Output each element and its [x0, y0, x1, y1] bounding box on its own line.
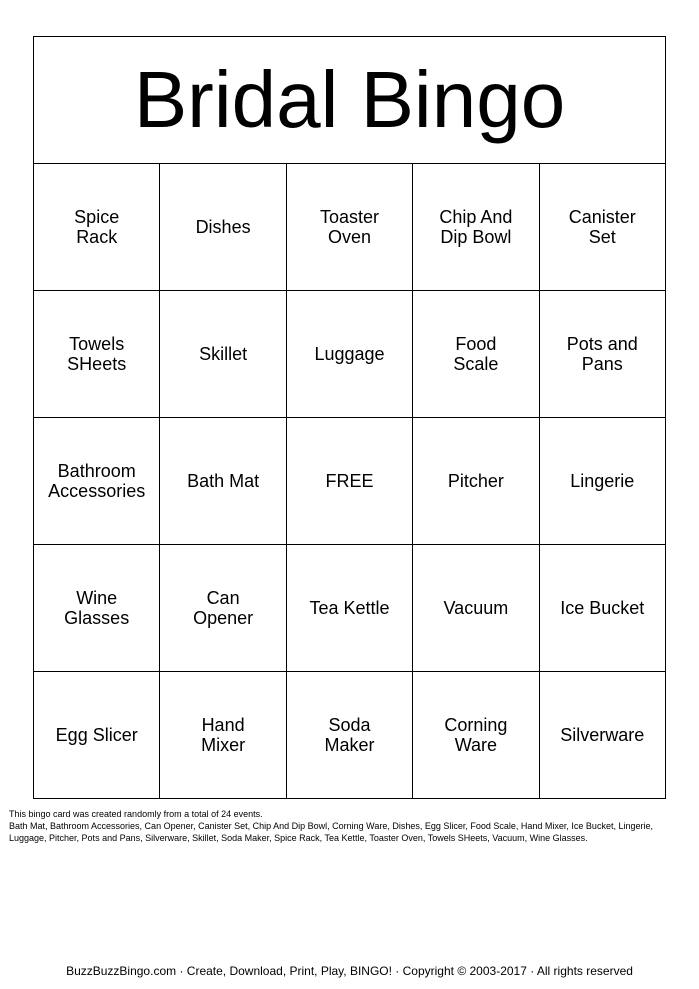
bingo-cell: Egg Slicer	[34, 672, 160, 799]
bingo-row-2	[34, 291, 666, 418]
page-footer: BuzzBuzzBingo.com · Create, Download, Print, Play, BINGO! · Copyright © 2003-2017 · All rights reserved	[66, 964, 633, 978]
bingo-cell: Skillet	[160, 291, 286, 418]
bingo-cell: Pots and Pans	[539, 291, 665, 418]
bingo-cell: Pitcher	[413, 418, 539, 545]
bingo-cell: Lingerie	[539, 418, 665, 545]
bingo-cell: Canister Set	[539, 164, 665, 291]
bingo-cell: Corning Ware	[413, 672, 539, 799]
bingo-cell: Chip And Dip Bowl	[413, 164, 539, 291]
bingo-card	[33, 36, 666, 799]
bingo-cell: Vacuum	[413, 545, 539, 672]
bingo-row-3	[34, 418, 666, 545]
bingo-cell: Can Opener	[160, 545, 286, 672]
bingo-cell: Tea Kettle	[286, 545, 412, 672]
title-row	[34, 37, 666, 164]
bingo-cell: Bathroom Accessories	[34, 418, 160, 545]
bingo-cell: Food Scale	[413, 291, 539, 418]
bingo-cell: Spice Rack	[34, 164, 160, 291]
bingo-cell: Luggage	[286, 291, 412, 418]
bingo-cell: Toaster Oven	[286, 164, 412, 291]
card-info	[9, 808, 691, 844]
bingo-cell: Ice Bucket	[539, 545, 665, 672]
bingo-row-4	[34, 545, 666, 672]
card-title: Bridal Bingo	[34, 37, 666, 164]
bingo-cell: Dishes	[160, 164, 286, 291]
free-space-cell: FREE	[286, 418, 412, 545]
bingo-cell: Soda Maker	[286, 672, 412, 799]
info-summary: This bingo card was created randomly from a total of 24 events.	[9, 809, 263, 819]
bingo-cell: Silverware	[539, 672, 665, 799]
bingo-cell: Hand Mixer	[160, 672, 286, 799]
bingo-row-5	[34, 672, 666, 799]
bingo-row-1	[34, 164, 666, 291]
bingo-cell: Towels SHeets	[34, 291, 160, 418]
info-event-list: Bath Mat, Bathroom Accessories, Can Opener, Canister Set, Chip And Dip Bowl, Corning Ware, Dishes, Egg Slicer, Food Scale, Hand Mixer, Ice Bucket, Lingerie, Luggage, Pitcher, Pots and Pans, Silverware, Skillet, Soda Maker, Spice Rack, Tea Kettle, Toaster Oven, Towels SHeets, Vacuum, Wine Glasses.	[9, 821, 653, 843]
bingo-cell: Bath Mat	[160, 418, 286, 545]
bingo-cell: Wine Glasses	[34, 545, 160, 672]
